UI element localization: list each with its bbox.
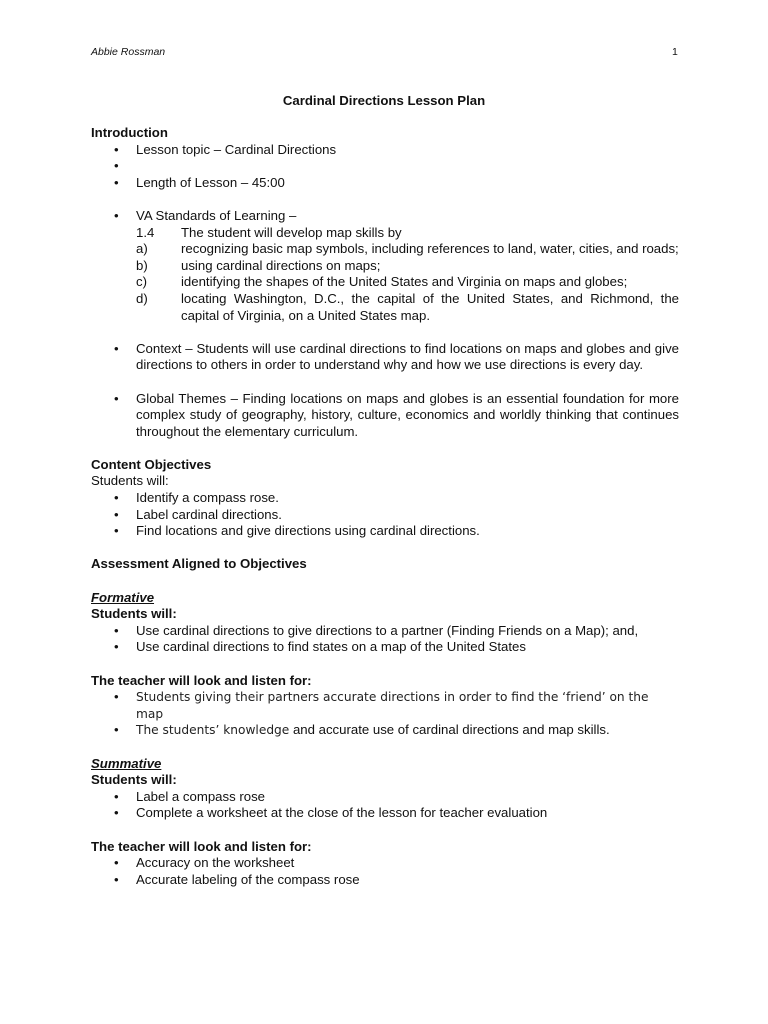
sol-text: locating Washington, D.C., the capital of the United States, and Richmond, the capital of Virginia, on a United States map.: [181, 290, 679, 323]
list-item: • Label cardinal directions.: [91, 507, 679, 524]
assessment-heading: Assessment Aligned to Objectives: [91, 556, 307, 572]
summative-teacher-list: [91, 855, 679, 888]
list-item: • Find locations and give directions using cardinal directions.: [91, 523, 679, 540]
sol-item: [136, 291, 679, 324]
page-number: 1: [672, 46, 678, 58]
formative-students-heading: Students will:: [91, 606, 177, 622]
sol-key: b): [136, 257, 148, 273]
spacer: [91, 374, 679, 391]
lesson-topic: Lesson topic – Cardinal Directions: [136, 141, 337, 157]
list-item: [91, 722, 679, 739]
spacer: [91, 822, 679, 839]
list-item: [91, 341, 679, 374]
global-themes-text: Global Themes – Finding locations on maps and globes is an essential foundation for more complex study of geography, history, culture, economics and worldly thinking that continues throughout the elementary curriculum.: [136, 390, 679, 439]
list-item: • Use cardinal directions to find states on a map of the United States: [91, 639, 679, 656]
sol-key: c): [136, 274, 147, 290]
content-objectives-list: [91, 490, 679, 540]
list-item: • Accuracy on the worksheet: [91, 855, 679, 872]
document-title: Cardinal Directions Lesson Plan: [282, 93, 486, 108]
teacher-item-text: Students giving their partners accurate directions in order to find the ‘friend’ on the map: [136, 690, 649, 721]
introduction-list: [91, 175, 679, 192]
sol-text: using cardinal directions on maps;: [181, 257, 381, 273]
sol-item: [136, 241, 679, 258]
list-item: [91, 391, 679, 441]
header-author: Abbie Rossman: [91, 46, 166, 58]
list-item: • Identify a compass rose.: [91, 490, 679, 507]
standards-list: [91, 208, 679, 324]
list-item: • Accurate labeling of the compass rose: [91, 872, 679, 889]
global-themes-list: [91, 391, 679, 441]
spacer: [91, 739, 679, 756]
document-body: [91, 125, 679, 888]
list-item: • Use cardinal directions to give directions to a partner (Finding Friends on a Map); and,: [91, 623, 679, 640]
formative-students-list: [91, 623, 679, 656]
formative-teacher-list: [91, 689, 679, 739]
formative-label: Formative: [91, 589, 155, 605]
spacer: [91, 158, 679, 175]
sol-item: [136, 274, 679, 291]
list-item: • Label a compass rose: [91, 789, 679, 806]
sol-text: identifying the shapes of the United States and Virginia on maps and globes;: [181, 274, 628, 290]
sol-text: The student will develop map skills by: [181, 224, 402, 240]
context-list: [91, 341, 679, 374]
spacer: [91, 440, 679, 457]
teacher-item-text: The students’ knowledge: [136, 723, 290, 738]
list-item: • Complete a worksheet at the close of the lesson for teacher evaluation: [91, 805, 679, 822]
list-item: [91, 689, 679, 722]
sol-item: [136, 258, 679, 275]
teacher-item-text: and accurate use of cardinal directions and map skills.: [289, 722, 610, 738]
sol-key: 1.4: [136, 224, 155, 240]
spacer: [91, 540, 679, 557]
list-item: [91, 175, 679, 192]
sol-key: d): [136, 290, 148, 306]
spacer: [91, 573, 679, 590]
sol-key: a): [136, 241, 148, 257]
summative-students-heading: Students will:: [91, 772, 177, 788]
list-item: [91, 142, 679, 159]
spacer: [91, 656, 679, 673]
formative-teacher-heading: The teacher will look and listen for:: [91, 672, 312, 688]
spacer: [91, 324, 679, 341]
summative-label: Summative: [91, 755, 162, 771]
content-objectives-lead: Students will:: [91, 473, 169, 489]
standards-label: • VA Standards of Learning –: [136, 207, 297, 223]
spacer: [91, 191, 679, 208]
context-text: Context – Students will use cardinal directions to find locations on maps and globes and give directions to others in order to understand why and how we use directions is every day.: [136, 340, 679, 373]
introduction-list: [91, 142, 679, 175]
summative-teacher-heading: The teacher will look and listen for:: [91, 838, 312, 854]
sol-item: [136, 225, 679, 242]
introduction-heading: Introduction: [91, 125, 168, 140]
list-item: [91, 208, 679, 324]
content-objectives-heading: Content Objectives: [91, 456, 212, 472]
lesson-length: Length of Lesson – 45:00: [136, 174, 285, 190]
summative-students-list: [91, 789, 679, 822]
sol-text: recognizing basic map symbols, including references to land, water, cities, and roads;: [181, 241, 679, 257]
